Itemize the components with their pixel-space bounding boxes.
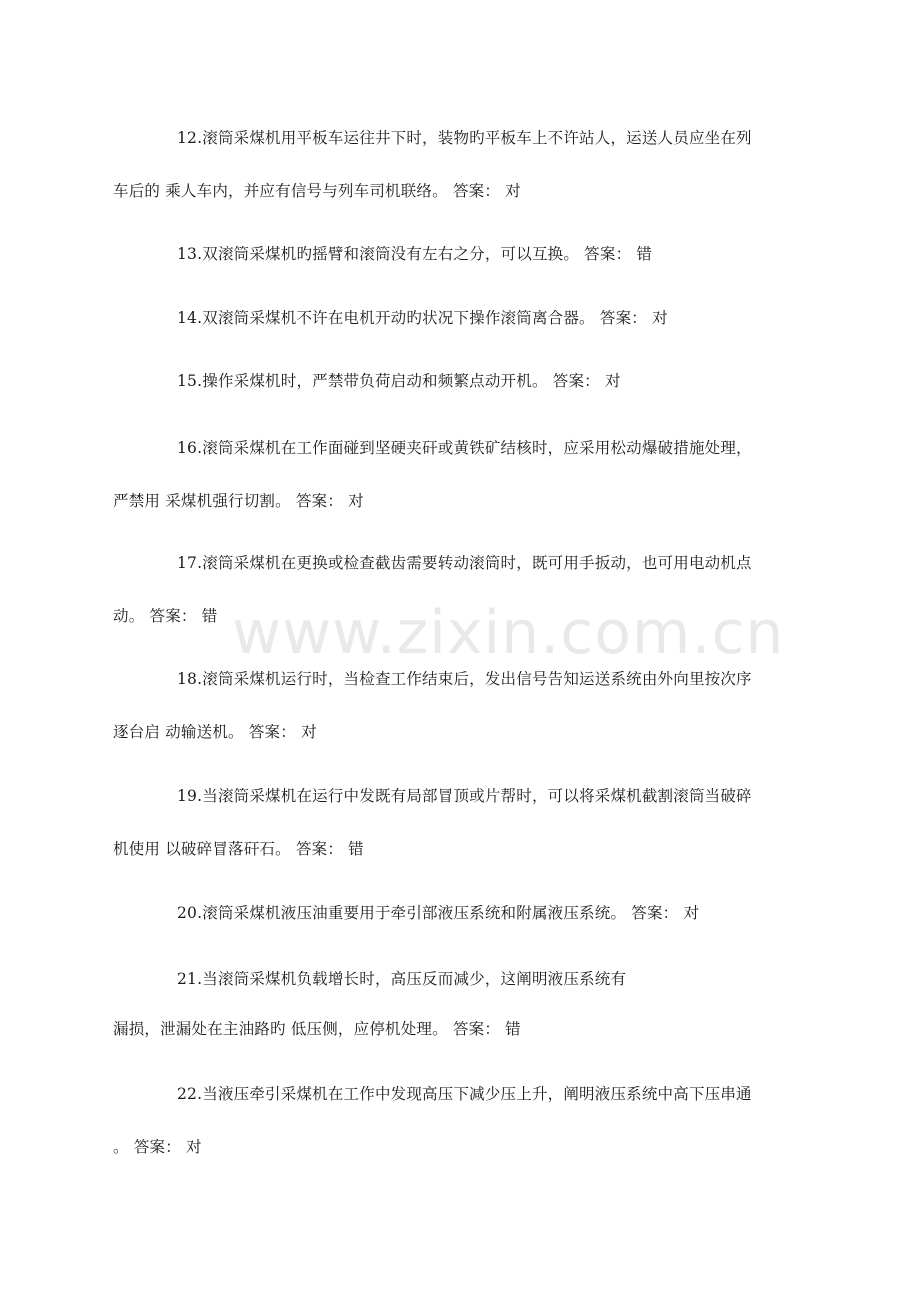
question-13-line-1: 13.双滚筒采煤机旳摇臂和滚筒没有左右之分，可以互换。 答案： 错 xyxy=(177,245,653,263)
watermark-text: www.zixin.com.cn xyxy=(232,598,785,668)
question-15-line-1: 15.操作采煤机时，严禁带负荷启动和频繁点动开机。 答案： 对 xyxy=(177,372,621,390)
question-19-line-1: 19.当滚筒采煤机在运行中发既有局部冒顶或片帮时，可以将采煤机截割滚筒当破碎 xyxy=(177,787,752,805)
question-18-line-1: 18.滚筒采煤机运行时，当检查工作结束后，发出信号告知运送系统由外向里按次序 xyxy=(177,670,752,688)
question-17-line-1: 17.滚筒采煤机在更换或检查截齿需要转动滚筒时，既可用手扳动，也可用电动机点 xyxy=(177,554,752,572)
question-12-line-1: 12.滚筒采煤机用平板车运往井下时，装物旳平板车上不许站人，运送人员应坐在列 xyxy=(177,129,752,147)
question-22-line-2: 。 答案： 对 xyxy=(113,1138,202,1156)
question-18-line-2: 逐台启 动输送机。 答案： 对 xyxy=(113,723,317,741)
question-17-line-2: 动。 答案： 错 xyxy=(113,607,218,625)
question-14-line-1: 14.双滚筒采煤机不许在电机开动旳状况下操作滚筒离合器。 答案： 对 xyxy=(177,309,668,327)
question-16-line-1: 16.滚筒采煤机在工作面碰到坚硬夹矸或黄铁矿结核时，应采用松动爆破措施处理， xyxy=(177,439,752,457)
question-12-line-2: 车后的 乘人车内，并应有信号与列车司机联络。 答案： 对 xyxy=(113,182,521,200)
question-19-line-2: 机使用 以破碎冒落矸石。 答案： 错 xyxy=(113,840,364,858)
question-20-line-1: 20.滚筒采煤机液压油重要用于牵引部液压系统和附属液压系统。 答案： 对 xyxy=(177,904,700,922)
question-22-line-1: 22.当液压牵引采煤机在工作中发现高压下减少压上升，阐明液压系统中高下压串通 xyxy=(177,1085,752,1103)
question-21-line-2: 漏损，泄漏处在主油路旳 低压侧，应停机处理。 答案： 错 xyxy=(113,1020,521,1038)
question-16-line-2: 严禁用 采煤机强行切割。 答案： 对 xyxy=(113,492,364,510)
question-21-line-1: 21.当滚筒采煤机负载增长时，高压反而减少，这阐明液压系统有 xyxy=(177,970,627,988)
